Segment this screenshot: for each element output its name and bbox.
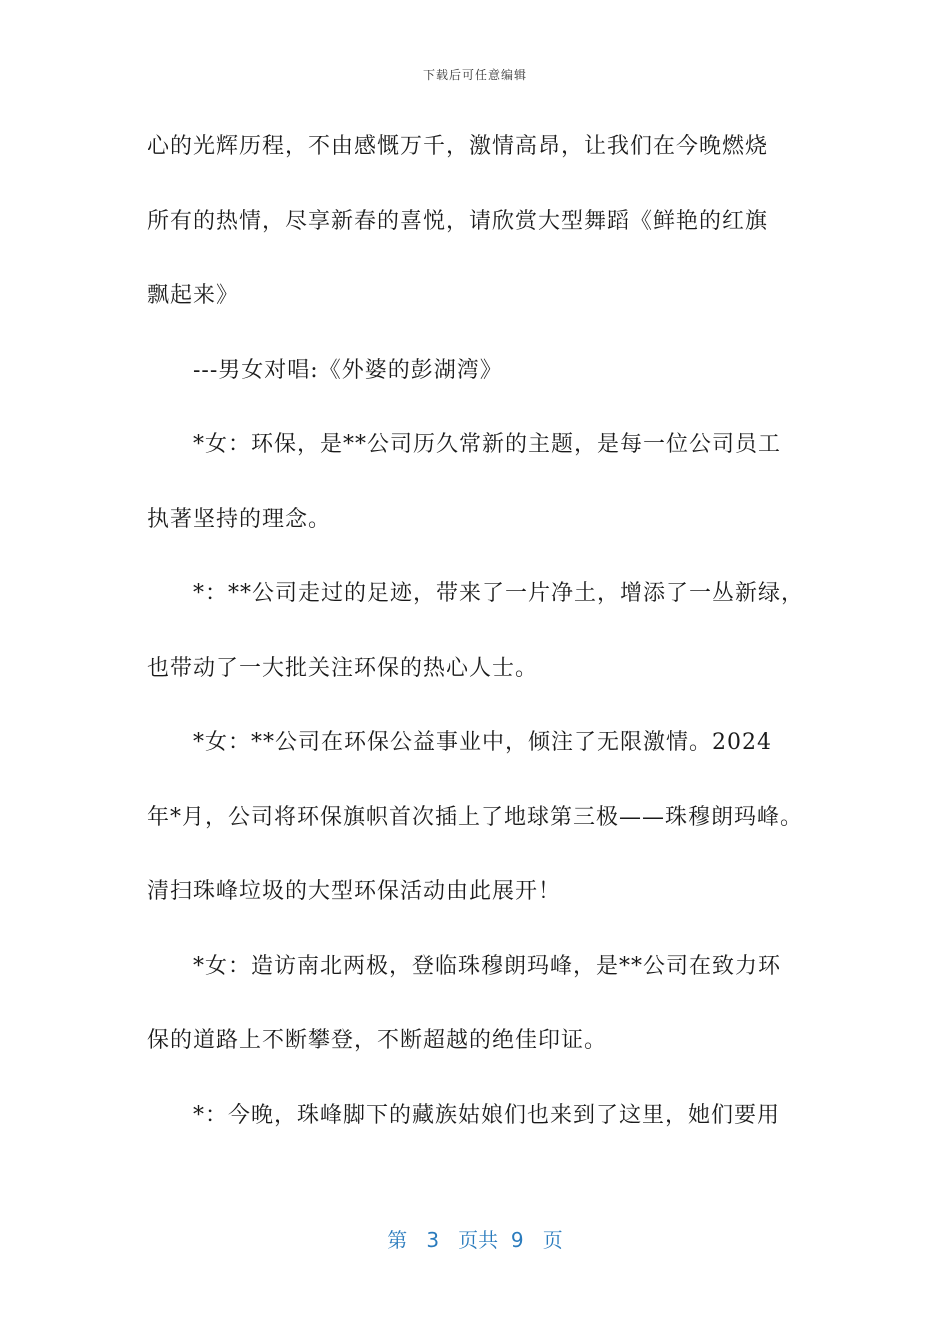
text-line: 年*月，公司将环保旗帜首次插上了地球第三极——珠穆朗玛峰。 xyxy=(147,804,804,830)
footer-prefix: 第 xyxy=(387,1228,408,1252)
text-line: 清扫珠峰垃圾的大型环保活动由此展开！ xyxy=(147,879,562,904)
text-line: *女：造访南北两极，登临珠穆朗玛峰，是**公司在致力环 xyxy=(193,953,782,979)
footer-current-page: 3 xyxy=(426,1228,440,1252)
text-line: *女：环保，是**公司历久常新的主题，是每一位公司员工 xyxy=(193,432,782,457)
text-line: 飘起来》 xyxy=(147,283,240,308)
text-line: 执著坚持的理念。 xyxy=(147,506,332,532)
document-body xyxy=(147,122,827,1165)
text-line: 心的光辉历程，不由感慨万千，激情高昂，让我们在今晚燃烧 xyxy=(147,134,769,159)
text-line: *：今晚，珠峰脚下的藏族姑娘们也来到了这里，她们要用 xyxy=(193,1102,781,1128)
text-line: *：**公司走过的足迹，带来了一片净土，增添了一丛新绿， xyxy=(193,581,805,606)
page-number-footer xyxy=(0,1224,950,1253)
text-line: 也带动了一大批关注环保的热心人士。 xyxy=(147,655,539,681)
text-line: ---男女对唱:《外婆的彭湖湾》 xyxy=(193,357,503,383)
text-line: *女：**公司在环保公益事业中，倾注了无限激情。2024 xyxy=(193,730,772,755)
footer-total-pages: 9 xyxy=(510,1228,524,1252)
footer-suffix: 页 xyxy=(542,1228,563,1252)
footer-middle: 页共 xyxy=(458,1228,499,1252)
text-line: 所有的热情，尽享新春的喜悦，请欣赏大型舞蹈《鲜艳的红旗 xyxy=(147,208,769,234)
page-header-note: 下载后可任意编辑 xyxy=(422,68,527,82)
text-line: 保的道路上不断攀登，不断超越的绝佳印证。 xyxy=(147,1028,608,1053)
